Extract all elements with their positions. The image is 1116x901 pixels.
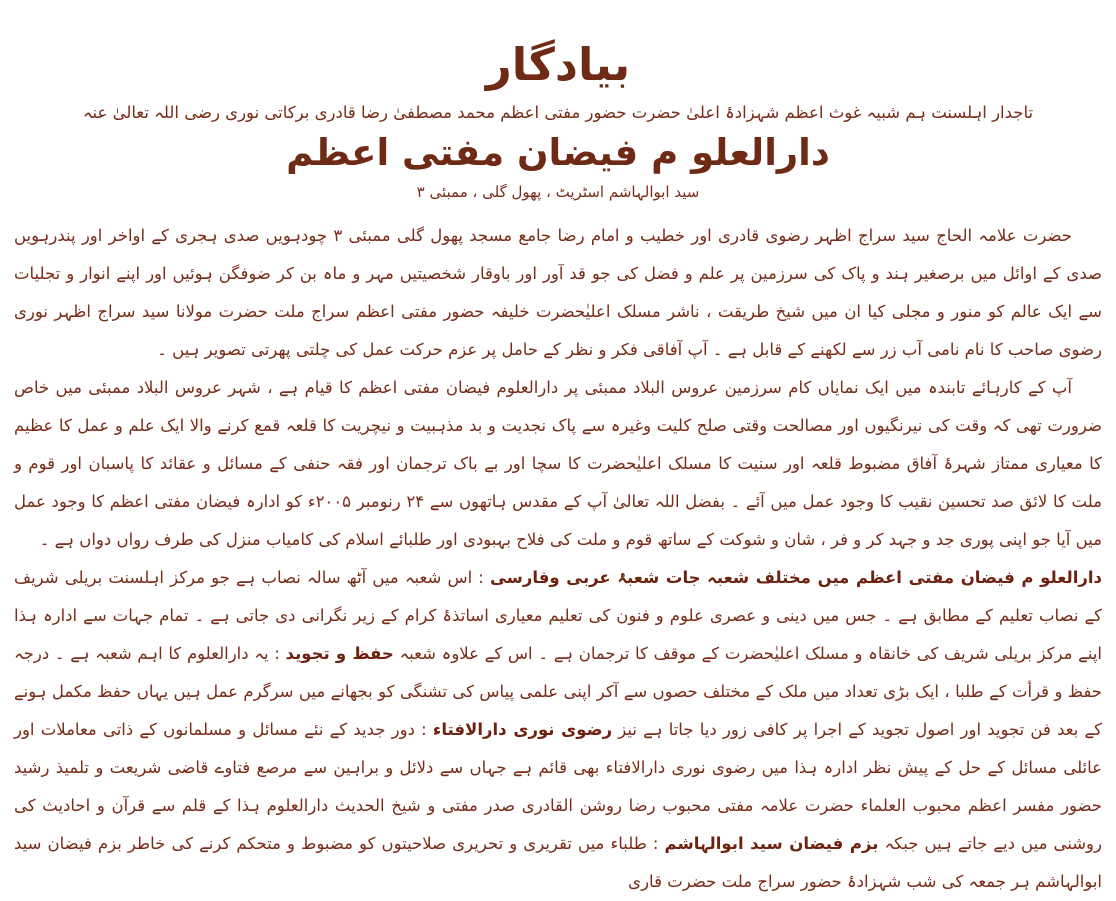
- text-run: : طلباء میں تقریری و تحریری صلاحیتوں کو مضبوط و متحکم کرنے کی خاطر بزم فیضان سید ابوالہاشم ہر جمعہ کی شب شہزادۂ حضور سراج ملت حضرت قاری: [14, 834, 1102, 892]
- inline-heading: حفظ و تجوید: [285, 644, 394, 664]
- paragraph: [14, 217, 1102, 369]
- inline-heading: بزم فیضان سید ابوالہاشم: [664, 834, 879, 854]
- text-run: : اس شعبہ میں آٹھ سالہ نصاب ہے جو مرکز اہلسنت بریلی شریف کے نصاب تعلیم کے مطابق ہے ۔ جس میں دینی و عصری علوم و فنون کی تعلیم معیاری اساتذۂ کرام کے زیر نگرانی دی جاتی ہے ۔ تمام جہات سے ادارہ ہذا اپنے مرکز بریلی شریف کی خانقاہ و مسلک اعلیٰحضرت کے موقف کا ترجمان ہے ۔ اس کے علاوہ شعبہ: [14, 568, 1102, 664]
- text-run: آپ کے کارہائے تابندہ میں ایک نمایاں کام سرزمین عروس البلاد ممبئی پر دارالعلوم فیضان مفتی اعظم کا قیام ہے ، شہر عروس البلاد ممبئی میں خاص ضرورت تھی کہ وقت کی نیرنگیوں اور مصالحت وقتی صلح کلیت وغیرہ سے پاک نجدیت و بد مذہبیت و نیچریت کا قلعہ قمع کرنے والا ایک علم و عمل کا عظیم کا معیاری ممتاز شہرۂ آفاق مضبوط قلعہ اور سنیت کا مسلک اعلیٰحضرت کا سچا اور بے باک ترجمان اور فقہ حنفی کے مسائل و عقائد کا پاسبان اور قوم و ملت کا لائق صد تحسین نقیب کا وجود عمل میں آئے ۔ بفضل اللہ تعالیٰ آپ کے مقدس ہاتھوں سے ۲۴ رنومبر ۲۰۰۵ء کو ادارہ فیضان مفتی اعظم کا وجود عمل میں آیا جو اپنی پوری جد و جہد کر و فر ، شان و شوکت کے ساتھ قوم و ملت کی فلاح بہبودی اور طلبائے اسلام کی کامیاب منزل کی طرف رواں دواں ہے ۔: [14, 378, 1103, 550]
- document-page: [0, 38, 1116, 892]
- text-run: حضرت علامہ الحاج سید سراج اظہر رضوی قادری اور خطیب و امام رضا جامع مسجد پھول گلی ممبئی ۳ چودہویں صدی ہجری کے اواخر اور پندرہویں صدی کے اوائل میں برصغیر ہند و پاک کی سرزمین پر علم و فضل کی جو قد آور اور باوقار شخصیتیں مہر و ماہ بن کر ضوفگن ہوئیں اور اپنے انوار و تجلیات سے ایک عالم کو منور و مجلی کیا ان میں شیخ طریقت ، ناشر مسلک اعلیٰحضرت خلیفہ حضور مفتی اعظم سراج ملت حضرت مولانا سید سراج اظہر نوری رضوی صاحب کا نام نامی آب زر سے لکھنے کے قابل ہے ۔ آپ آفاقی فکر و نظر کے حامل پر عزم حرکت عمل کی چلتی پھرتی تصویر ہیں ۔: [14, 226, 1102, 360]
- dedication-line: تاجدار اہلسنت ہم شبیہ غوث اعظم شہزادۂ اعلیٰ حضرت حضور مفتی اعظم محمد مصطفیٰ رضا قادری برکاتی نوری رضی اللہ تعالیٰ عنہ: [82, 103, 1034, 122]
- main-heading: دارالعلو م فیضان مفتی اعظم: [286, 131, 830, 175]
- inline-heading: رضوی نوری دارالافتاء: [432, 720, 613, 740]
- inline-heading: دارالعلو م فیضان مفتی اعظم میں مختلف شعبہ جات شعبۂ عربی وفارسی: [489, 568, 1102, 588]
- paragraph: [14, 369, 1102, 559]
- page-title: بیادگار: [485, 38, 631, 91]
- body-text: [14, 217, 1102, 901]
- address-line: سید ابوالہاشم اسٹریٹ ، پھول گلی ، ممبئی ۳: [416, 182, 700, 201]
- text-run: : دور جدید کے نئے مسائل و مسلمانوں کے ذاتی معاملات اور عائلی مسائل کے حل کے پیش نظر ادارہ ہذا میں رضوی نوری دارالافتاء بھی قائم ہے جہاں سے دلائل و براہین سے مرصع فتاوے قاضی شریعت و تلمیذ رشید حضور مفسر اعظم محبوب العلماء حضرت علامہ مفتی محبوب رضا روشن القادری صدر مفتی و شیخ الحدیث دارالعلوم ہذا کے قلم سے قرآن و احادیث کی روشنی میں دیے جاتے ہیں جبکہ: [14, 720, 1102, 854]
- text-run: : یہ دارالعلوم کا اہم شعبہ ہے ۔ درجہ حفظ و قرأت کے طلبا ، ایک بڑی تعداد میں ملک کے مختلف حصوں سے آکر اپنی علمی پیاس کی تشنگی کو بجھانے میں سرگرم عمل ہیں یہاں حفظ مکمل ہونے کے بعد فن تجوید اور اصول تجوید کے اجرا پر کافی زور دیا جاتا ہے نیز: [14, 644, 1103, 740]
- paragraph: [14, 559, 1102, 901]
